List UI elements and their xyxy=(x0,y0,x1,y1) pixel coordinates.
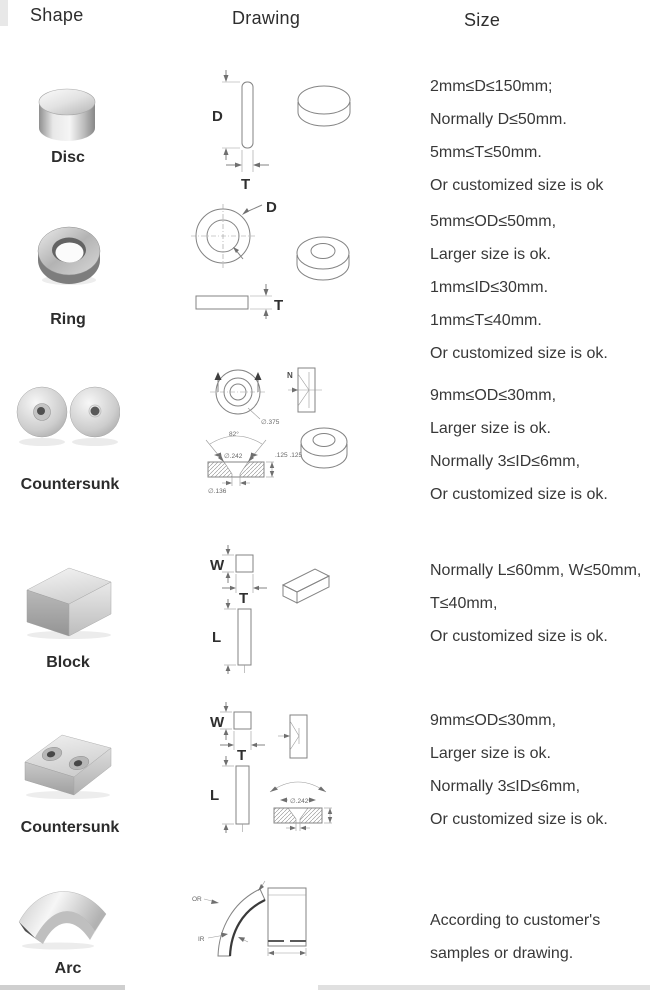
dim-label-ir: IR xyxy=(198,936,205,943)
size-line: Normally L≤60mm, W≤50mm, xyxy=(430,562,642,579)
size-line: 1mm≤T≤40mm. xyxy=(430,312,542,329)
size-line: 9mm≤OD≤30mm, xyxy=(430,387,557,404)
shape-label-block: Block xyxy=(46,654,90,671)
shape-label-countersunk: Countersunk xyxy=(20,476,120,493)
dim-label-l: L xyxy=(210,787,220,804)
block-technical-drawing xyxy=(208,543,355,675)
dim-label-d: D xyxy=(212,108,223,125)
size-cell-block xyxy=(430,554,641,653)
size-line: Normally 3≤ID≤6mm, xyxy=(430,778,581,795)
scan-artifact xyxy=(318,985,650,990)
size-line: Or customized size is ok. xyxy=(430,486,608,503)
size-line: Larger size is ok. xyxy=(430,745,551,762)
size-cell-countersunk xyxy=(430,379,608,511)
countersunk-block-product-photo xyxy=(22,726,114,800)
annotation-n: N xyxy=(287,371,293,380)
size-line: According to customer's xyxy=(430,912,601,929)
size-line: T≤40mm, xyxy=(430,595,498,612)
shape-label-countersunk-block: Countersunk xyxy=(20,819,120,836)
annotation-dia-375: ∅.375 xyxy=(261,419,280,426)
dim-label-l: L xyxy=(212,629,222,646)
size-line: 1mm≤ID≤30mm. xyxy=(430,279,549,296)
ring-product-photo xyxy=(37,217,101,289)
dim-label-or: OR xyxy=(192,896,202,903)
size-line: Or customized size is ok. xyxy=(430,628,608,645)
dim-label-t: T xyxy=(237,747,247,764)
size-line: Or customized size is ok. xyxy=(430,811,608,828)
arc-technical-drawing xyxy=(188,868,325,965)
col-header-drawing: Drawing xyxy=(232,8,301,28)
countersunk-product-photo xyxy=(16,382,120,452)
disc-product-photo xyxy=(38,83,96,147)
annotation-dia-136: ∅.136 xyxy=(208,488,227,495)
annotation-dia-242: ∅.242 xyxy=(290,798,309,805)
shape-label-disc: Disc xyxy=(51,149,85,166)
size-line: 5mm≤OD≤50mm, xyxy=(430,213,557,230)
size-line: Normally 3≤ID≤6mm, xyxy=(430,453,581,470)
shape-label-ring: Ring xyxy=(50,311,86,328)
size-line: 5mm≤T≤50mm. xyxy=(430,144,542,161)
block-product-photo xyxy=(24,562,114,640)
size-line: 9mm≤OD≤30mm, xyxy=(430,712,557,729)
arc-product-photo xyxy=(16,876,110,950)
annotation-depth: .125 .125 xyxy=(275,452,303,459)
col-header-shape: Shape xyxy=(30,5,84,25)
size-cell-ring xyxy=(430,205,608,370)
size-line: Or customized size is ok. xyxy=(430,345,608,362)
dim-label-w: W xyxy=(210,714,225,731)
size-cell-countersunk-block xyxy=(430,704,608,836)
size-line: 2mm≤D≤150mm; xyxy=(430,78,553,95)
disc-technical-drawing xyxy=(198,68,358,193)
countersunk-technical-drawing xyxy=(198,362,350,504)
annotation-dia-242: ∅.242 xyxy=(224,453,243,460)
dim-label-t: T xyxy=(241,176,251,193)
dim-label-w: W xyxy=(210,557,225,574)
size-line: Normally D≤50mm. xyxy=(430,111,567,128)
size-line: Larger size is ok. xyxy=(430,420,551,437)
col-header-size: Size xyxy=(464,10,501,30)
size-line: Larger size is ok. xyxy=(430,246,551,263)
countersunk-block-technical-drawing xyxy=(208,700,355,837)
ring-technical-drawing xyxy=(188,198,356,320)
scan-artifact xyxy=(0,0,8,26)
annotation-angle: 82° xyxy=(229,431,239,438)
scan-artifact xyxy=(0,985,125,990)
size-cell-disc xyxy=(430,70,603,202)
size-line: samples or drawing. xyxy=(430,945,574,962)
size-cell-arc xyxy=(430,904,600,970)
dim-label-t: T xyxy=(239,590,249,607)
dim-label-d: D xyxy=(266,199,277,216)
size-line: Or customized size is ok xyxy=(430,177,604,194)
dim-label-t: T xyxy=(274,297,284,314)
shape-label-arc: Arc xyxy=(54,960,82,977)
